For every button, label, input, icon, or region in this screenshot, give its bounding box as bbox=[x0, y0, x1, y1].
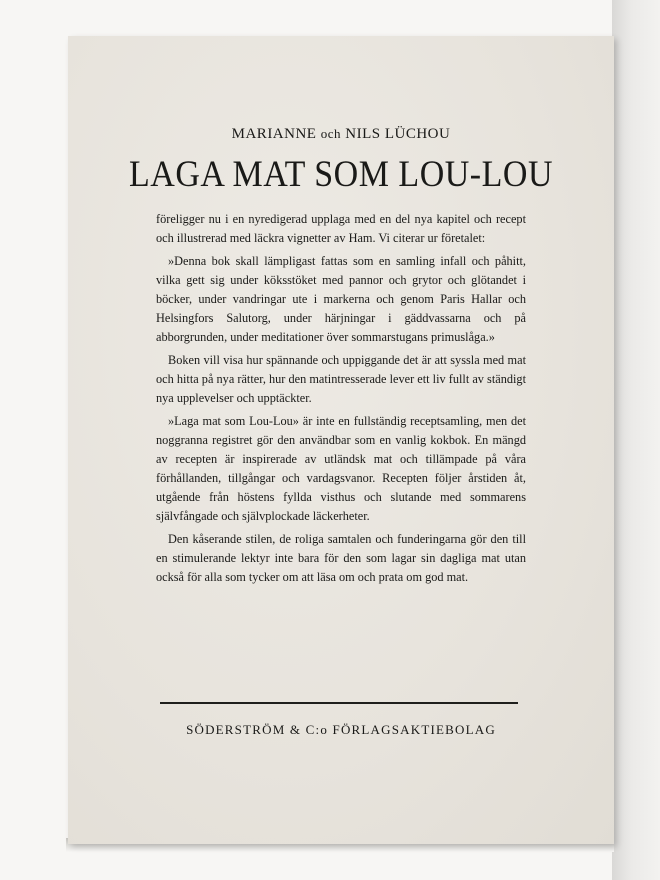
blurb-text bbox=[156, 210, 526, 591]
blurb-paragraph: Boken vill visa hur spännande och uppiggande det är att syssla med mat och hitta på nya rätter, hur den matintresserade lever ett liv fullt av ständigt nya upplevelser och upptäckter. bbox=[156, 353, 526, 405]
divider-rule bbox=[160, 702, 518, 704]
author-first: MARIANNE bbox=[231, 126, 317, 142]
blurb-paragraph: Den kåserande stilen, de roliga samtalen och funderingarna gör den till en stimulerande lektyr inte bara för den som lagar sin dagliga mat utan också för alla som tycker om att läsa om och prata om god mat. bbox=[156, 532, 526, 584]
book-back-cover bbox=[68, 36, 614, 844]
blurb-paragraph: föreligger nu i en nyredigerad upplaga med en del nya kapitel och recept och illustrerad med läckra vignetter av Ham. Vi citerar ur företalet: bbox=[156, 212, 526, 245]
author-second: NILS LÜCHOU bbox=[345, 126, 451, 142]
author-conjunction: och bbox=[320, 126, 342, 141]
blurb-paragraph: »Denna bok skall lämpligast fattas som en samling infall och påhitt, vilka gett sig under köksstöket med pannor och grytor och glötandet i böcker, under vandringar ute i markerna och genom Paris Hallar och Helsingfors Salutorg, under härjningar i gäddvassarna och på abborgrunden, under meditationer över sommarstugans primuslåga.» bbox=[156, 254, 526, 344]
blurb-paragraph: »Laga mat som Lou-Lou» är inte en fullständig receptsamling, men det noggranna registret gör den användbar som en vanlig kokbok. En mängd av recepten är inspirerade av utländsk mat och tillämpade på våra förhållanden, tillgångar och vardagsvanor. Recepten följer årstiden åt, utgående från höstens fyllda visthus och slutande med sommarens självfångade och självplockade läckerheter. bbox=[156, 414, 526, 523]
background-surface bbox=[612, 0, 660, 880]
book-title: LAGA MAT SOM LOU-LOU bbox=[129, 154, 553, 195]
author-line bbox=[68, 126, 614, 143]
publisher-name: SÖDERSTRÖM & C:o FÖRLAGSAKTIEBOLAG bbox=[186, 722, 496, 737]
